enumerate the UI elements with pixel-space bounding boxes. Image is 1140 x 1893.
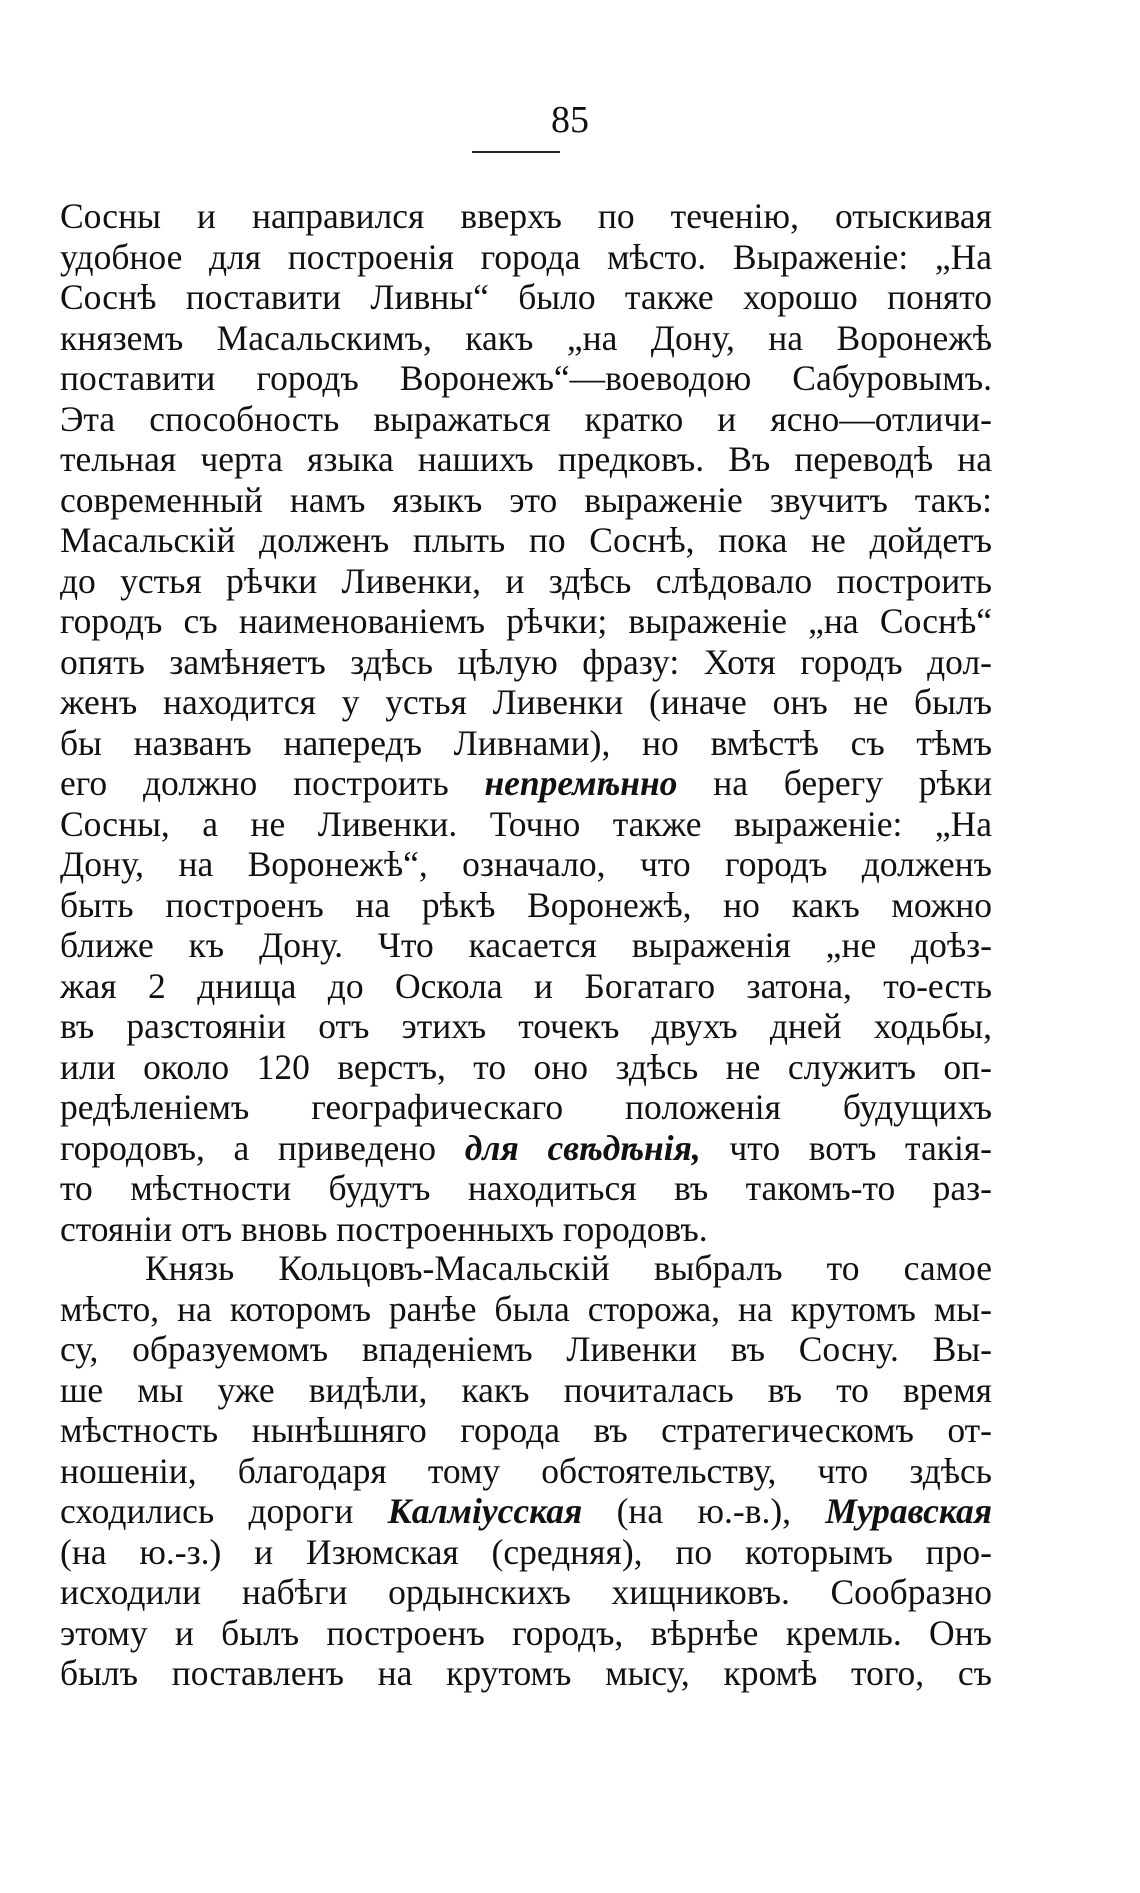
- text-segment: поставити городъ Воронежъ“—воеводою Сабуровымъ.: [60, 358, 992, 398]
- text-line: [60, 763, 992, 804]
- text-line: [60, 1451, 992, 1492]
- text-line: [60, 399, 992, 440]
- text-line: [60, 1289, 992, 1330]
- text-segment: этому и былъ построенъ городъ, вѣрнѣе кремль. Онъ: [60, 1612, 992, 1653]
- text-segment: стояніи отъ вновь построенныхъ городовъ.: [60, 1208, 708, 1249]
- text-segment: ближе къ Дону. Что касается выраженія „не доѣз-: [60, 925, 992, 965]
- text-segment: Соснѣ поставити Ливны“ было также хорошо понято: [60, 277, 992, 317]
- text-line: [60, 561, 992, 602]
- text-line: [60, 196, 992, 237]
- text-line: [60, 318, 992, 359]
- text-segment: жая 2 днища до Оскола и Богатаго затона, то-есть: [60, 965, 992, 1006]
- text-line: [60, 1329, 992, 1370]
- text-segment: удобное для построенія города мѣсто. Выраженіе: „На: [60, 236, 992, 277]
- text-line: [60, 1613, 992, 1654]
- text-line: [60, 480, 992, 521]
- text-line: [60, 1006, 992, 1047]
- text-segment: сходились дороги: [60, 1491, 388, 1531]
- text-segment: современный намъ языкъ это выраженіе звучитъ такъ:: [60, 479, 992, 520]
- emphasized-text: Муравская: [825, 1491, 992, 1531]
- text-segment: редѣленіемъ географическаго положенія будущихъ: [60, 1087, 992, 1127]
- text-segment: на берегу рѣки: [677, 763, 992, 803]
- text-segment: Эта способность выражаться кратко и ясно—отличи-: [60, 398, 992, 439]
- text-segment: исходили набѣги ордынскихъ хищниковъ. Сообразно: [60, 1572, 992, 1612]
- text-segment: ше мы уже видѣли, какъ почиталась въ то время: [60, 1369, 992, 1410]
- text-segment: его должно построить: [60, 763, 485, 803]
- text-segment: Дону, на Воронежѣ“, означало, что городъ долженъ: [60, 844, 992, 884]
- text-segment: ношеніи, благодаря тому обстоятельству, что здѣсь: [60, 1450, 992, 1491]
- text-segment: (на ю.-в.),: [582, 1491, 826, 1531]
- text-line: [60, 358, 992, 399]
- text-line: [60, 520, 992, 561]
- text-segment: (на ю.-з.) и Изюмская (средняя), по которымъ про-: [60, 1531, 992, 1572]
- text-segment: Сосны, а не Ливенки. Точно также выраженіе: „На: [60, 803, 992, 844]
- text-line: [60, 1209, 992, 1250]
- text-segment: мѣсто, на которомъ ранѣе была сторожа, на крутомъ мы-: [60, 1288, 992, 1329]
- page-number-rule: [472, 151, 560, 153]
- text-segment: бы названъ напередъ Ливнами), но вмѣстѣ съ тѣмъ: [60, 722, 992, 763]
- text-line: [60, 682, 992, 723]
- text-line: [60, 439, 992, 480]
- text-line: [60, 1572, 992, 1613]
- text-line: [60, 1491, 992, 1532]
- text-line: [60, 1047, 992, 1088]
- text-segment: тельная черта языка нашихъ предковъ. Въ переводѣ на: [60, 439, 992, 479]
- text-line: [60, 1532, 992, 1573]
- text-line: [60, 237, 992, 278]
- text-segment: или около 120 верстъ, то оно здѣсь не служитъ оп-: [60, 1046, 992, 1087]
- paragraph-1: [60, 196, 992, 1249]
- text-line: [60, 642, 992, 683]
- text-segment: женъ находится у устья Ливенки (иначе онъ не былъ: [60, 682, 992, 722]
- paragraph-2: [60, 1248, 992, 1694]
- text-line: [60, 1370, 992, 1411]
- text-line: [60, 601, 992, 642]
- emphasized-text: непремѣнно: [484, 763, 678, 803]
- text-line: [60, 966, 992, 1007]
- page-number: 85: [551, 99, 589, 141]
- text-line: [60, 1653, 992, 1694]
- emphasized-text: Калміусская: [387, 1491, 583, 1531]
- text-segment: Масальскій долженъ плыть по Соснѣ, пока не дойдетъ: [60, 520, 992, 560]
- text-segment: су, образуемомъ впаденіемъ Ливенки въ Сосну. Вы-: [60, 1329, 992, 1369]
- text-segment: Сосны и направился вверхъ по теченію, отыскивая: [60, 196, 992, 236]
- text-line: [60, 804, 992, 845]
- text-line: [60, 925, 992, 966]
- text-segment: княземъ Масальскимъ, какъ „на Дону, на Воронежѣ: [60, 317, 992, 358]
- text-line: [60, 885, 992, 926]
- text-segment: Князь Кольцовъ-Масальскій выбралъ то самое: [145, 1248, 992, 1288]
- text-line: [60, 1168, 992, 1209]
- text-line: [60, 277, 992, 318]
- text-line: [60, 1410, 992, 1451]
- text-segment: мѣстность нынѣшняго города въ стратегическомъ от-: [60, 1410, 992, 1450]
- text-segment: городовъ, а приведено: [60, 1127, 465, 1168]
- text-segment: опять замѣняетъ здѣсь цѣлую фразу: Хотя городъ дол-: [60, 641, 992, 682]
- text-line: [60, 723, 992, 764]
- text-line: [60, 1248, 992, 1289]
- text-segment: былъ поставленъ на крутомъ мысу, кромѣ того, съ: [60, 1653, 992, 1693]
- text-segment: въ разстояніи отъ этихъ точекъ двухъ дней ходьбы,: [60, 1006, 992, 1046]
- text-segment: что вотъ такія-: [700, 1127, 992, 1168]
- text-line: [60, 1128, 992, 1169]
- emphasized-text: для свѣдѣнія,: [464, 1127, 701, 1168]
- text-line: [60, 844, 992, 885]
- text-segment: городъ съ наименованіемъ рѣчки; выраженіе „на Соснѣ“: [60, 601, 992, 641]
- text-segment: быть построенъ на рѣкѣ Воронежѣ, но какъ можно: [60, 884, 992, 925]
- text-segment: до устья рѣчки Ливенки, и здѣсь слѣдовало построить: [60, 560, 992, 601]
- text-segment: то мѣстности будутъ находиться въ такомъ-то раз-: [60, 1168, 992, 1208]
- text-line: [60, 1087, 992, 1128]
